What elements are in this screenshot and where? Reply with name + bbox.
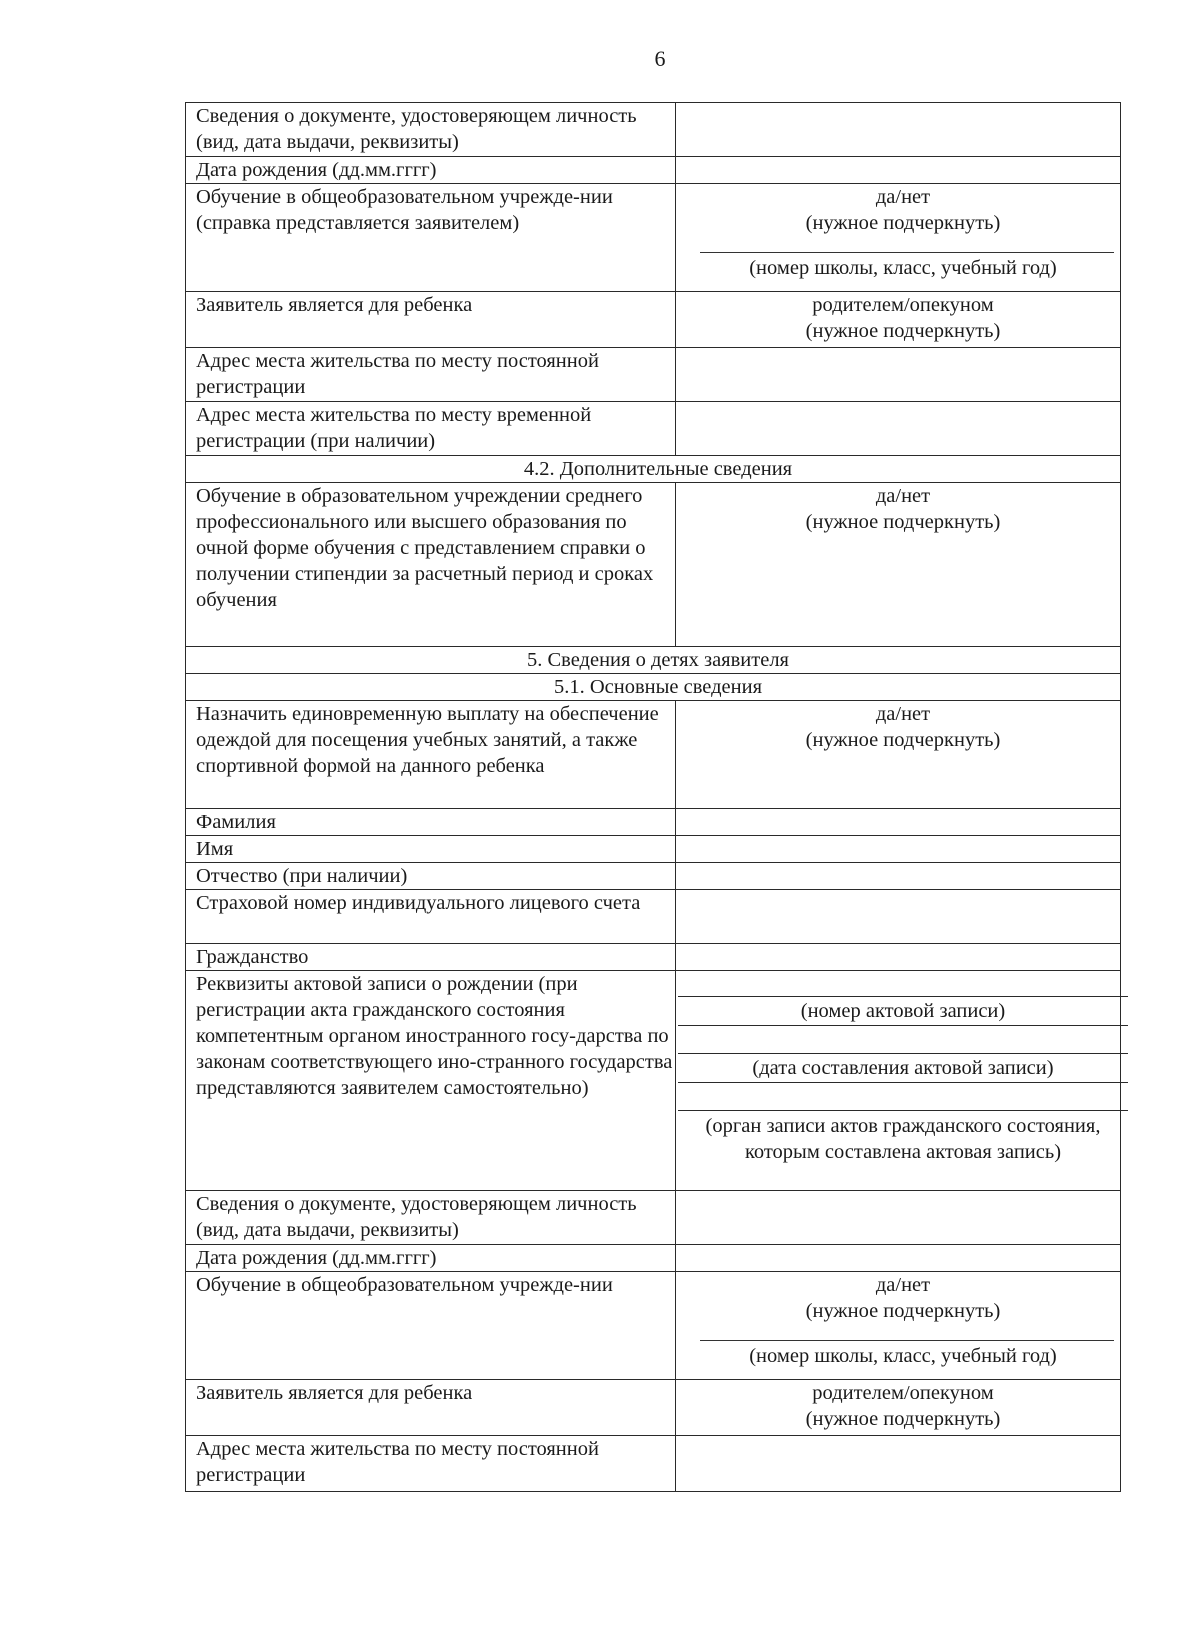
section-row	[186, 674, 1121, 701]
underline-hint: (нужное подчеркнуть)	[805, 320, 1001, 342]
fill-line[interactable]	[700, 1340, 1114, 1341]
field-citizenship[interactable]	[676, 944, 1121, 971]
field-record-date[interactable]	[678, 1026, 1128, 1054]
field-clothing-payment[interactable]	[676, 701, 1121, 809]
table-row	[186, 292, 1121, 348]
parent-guardian-choice[interactable]: родителем/опекуном	[812, 1382, 994, 1404]
table-row	[186, 1245, 1121, 1272]
table-row	[186, 863, 1121, 890]
parent-guardian-choice[interactable]: родителем/опекуном	[812, 294, 994, 316]
label-citizenship: Гражданство	[186, 944, 676, 971]
label-permanent-address-2: Адрес места жительства по месту постоянной регистрации	[186, 1436, 676, 1492]
label-applicant-relation-2: Заявитель является для ребенка	[186, 1380, 676, 1436]
section-row	[186, 647, 1121, 674]
field-permanent-address-2[interactable]	[676, 1436, 1121, 1492]
section-heading-5: 5. Сведения о детях заявителя	[186, 647, 1121, 674]
field-birth-date-2[interactable]	[676, 1245, 1121, 1272]
table-row	[186, 890, 1121, 944]
field-permanent-address[interactable]	[676, 348, 1121, 402]
label-birth-date: Дата рождения (дд.мм.гггг)	[186, 157, 676, 184]
table-row	[186, 157, 1121, 184]
field-school-study-2[interactable]	[676, 1272, 1121, 1380]
field-school-study[interactable]	[676, 184, 1121, 292]
field-birth-record	[676, 971, 1121, 1191]
field-patronymic[interactable]	[676, 863, 1121, 890]
label-snils: Страховой номер индивидуального лицевого счета	[186, 890, 676, 944]
underline-hint: (нужное подчеркнуть)	[805, 212, 1001, 234]
label-id-document-2: Сведения о документе, удостоверяющем личность (вид, дата выдачи, реквизиты)	[186, 1191, 676, 1245]
label-birth-record: Реквизиты актовой записи о рождении (при регистрации акта гражданского состояния компетентным органом иностранного госу-дарства по законам соответствующего ино-странного государства представляются заявителем самостоятельно)	[186, 971, 676, 1191]
table-row	[186, 1272, 1121, 1380]
fill-line[interactable]	[700, 252, 1114, 253]
underline-hint: (нужное подчеркнуть)	[805, 729, 1001, 751]
underline-hint: (нужное подчеркнуть)	[805, 1300, 1001, 1322]
label-school-study: Обучение в общеобразовательном учрежде-нии (справка представляется заявителем)	[186, 184, 676, 292]
record-number-caption: (номер актовой записи)	[678, 997, 1128, 1026]
record-date-caption: (дата составления актовой записи)	[678, 1054, 1128, 1083]
yes-no-choice[interactable]: да/нет	[875, 186, 931, 208]
field-surname[interactable]	[676, 809, 1121, 836]
label-surname: Фамилия	[186, 809, 676, 836]
underline-hint: (нужное подчеркнуть)	[805, 1408, 1001, 1430]
field-record-organ[interactable]	[678, 1083, 1128, 1111]
yes-no-choice[interactable]: да/нет	[875, 485, 931, 507]
label-birth-date-2: Дата рождения (дд.мм.гггг)	[186, 1245, 676, 1272]
application-form-table	[185, 102, 1121, 1492]
label-clothing-payment: Назначить единовременную выплату на обеспечение одеждой для посещения учебных занятий, а также спортивной формой на данного ребенка	[186, 701, 676, 809]
field-temporary-address[interactable]	[676, 402, 1121, 456]
field-id-document[interactable]	[676, 103, 1121, 157]
field-applicant-relation-2[interactable]	[676, 1380, 1121, 1436]
school-caption: (номер школы, класс, учебный год)	[749, 257, 1057, 279]
yes-no-choice[interactable]: да/нет	[875, 703, 931, 725]
table-row	[186, 1191, 1121, 1245]
label-first-name: Имя	[186, 836, 676, 863]
table-row	[186, 402, 1121, 456]
label-patronymic: Отчество (при наличии)	[186, 863, 676, 890]
label-temporary-address: Адрес места жительства по месту временной регистрации (при наличии)	[186, 402, 676, 456]
table-row	[186, 971, 1121, 1191]
table-row	[186, 483, 1121, 647]
section-row	[186, 456, 1121, 483]
underline-hint: (нужное подчеркнуть)	[805, 511, 1001, 533]
section-heading-4-2: 4.2. Дополнительные сведения	[186, 456, 1121, 483]
label-school-study-2: Обучение в общеобразовательном учрежде-нии	[186, 1272, 676, 1380]
yes-no-choice[interactable]: да/нет	[875, 1274, 931, 1296]
field-id-document-2[interactable]	[676, 1191, 1121, 1245]
field-snils[interactable]	[676, 890, 1121, 944]
table-row	[186, 1380, 1121, 1436]
table-row	[186, 809, 1121, 836]
label-id-document: Сведения о документе, удостоверяющем личность (вид, дата выдачи, реквизиты)	[186, 103, 676, 157]
field-higher-education[interactable]	[676, 483, 1121, 647]
table-row	[186, 184, 1121, 292]
section-heading-5-1: 5.1. Основные сведения	[186, 674, 1121, 701]
field-first-name[interactable]	[676, 836, 1121, 863]
table-row	[186, 836, 1121, 863]
table-row	[186, 944, 1121, 971]
page-number: 6	[654, 46, 666, 71]
field-record-number[interactable]	[678, 969, 1128, 997]
table-row	[186, 348, 1121, 402]
record-organ-caption: (орган записи актов гражданского состояния, которым составлена актовая запись)	[705, 1115, 1101, 1163]
label-applicant-relation: Заявитель является для ребенка	[186, 292, 676, 348]
field-birth-date[interactable]	[676, 157, 1121, 184]
school-caption: (номер школы, класс, учебный год)	[749, 1345, 1057, 1367]
label-permanent-address: Адрес места жительства по месту постоянной регистрации	[186, 348, 676, 402]
table-row	[186, 1436, 1121, 1492]
table-row	[186, 701, 1121, 809]
table-row	[186, 103, 1121, 157]
label-higher-education: Обучение в образовательном учреждении среднего профессионального или высшего образования по очной форме обучения с представлением справки о получении стипендии за расчетный период и сроках обучения	[186, 483, 676, 647]
field-applicant-relation[interactable]	[676, 292, 1121, 348]
